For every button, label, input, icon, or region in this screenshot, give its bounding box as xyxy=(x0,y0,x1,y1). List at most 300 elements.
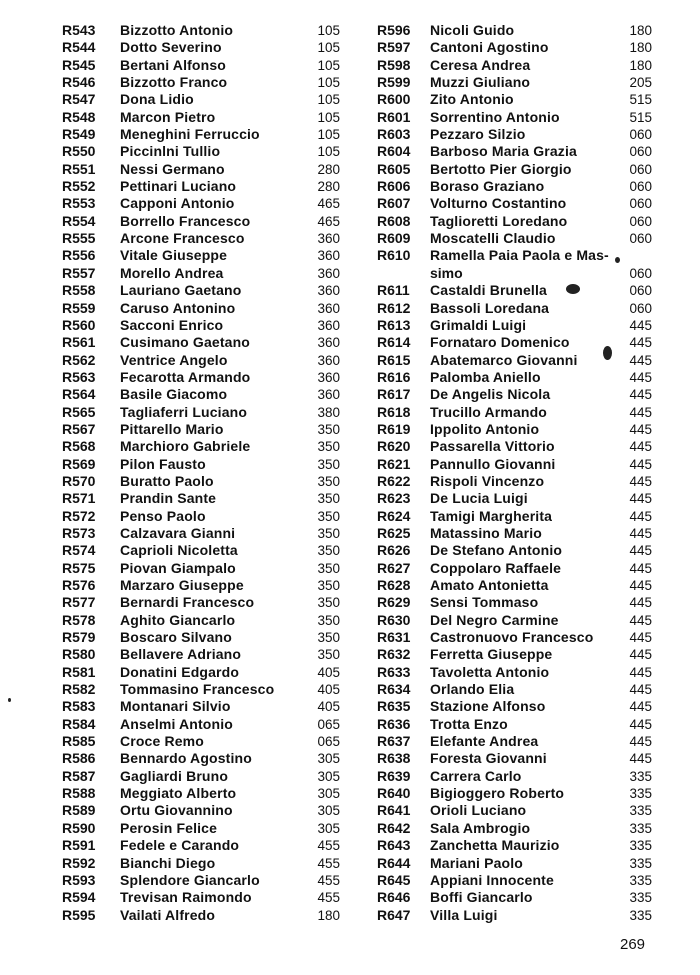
entry-code: R562 xyxy=(62,351,96,368)
entry-name: Bellavere Adriano xyxy=(120,646,242,663)
entry-value: 405 xyxy=(317,699,340,715)
entry-name: Croce Remo xyxy=(120,733,204,750)
entry-code: R582 xyxy=(62,681,96,698)
entry-code: R563 xyxy=(62,368,96,385)
entry-code: R549 xyxy=(62,126,96,143)
list-item xyxy=(62,802,344,819)
list-item xyxy=(62,508,344,525)
entry-name: Carrera Carlo xyxy=(430,767,522,784)
list-item xyxy=(377,750,652,767)
entry-code: R546 xyxy=(62,74,96,91)
entry-name: Bennardo Agostino xyxy=(120,750,252,767)
entry-value: 105 xyxy=(317,144,340,160)
entry-value: 350 xyxy=(317,647,340,663)
entry-code: R598 xyxy=(377,56,411,73)
entry-value: 350 xyxy=(317,456,340,472)
entry-value: 350 xyxy=(317,595,340,611)
entry-code: R548 xyxy=(62,108,96,125)
list-item xyxy=(62,733,344,750)
entry-name: Tommasino Francesco xyxy=(120,681,275,698)
list-item xyxy=(377,802,652,819)
entry-code: R636 xyxy=(377,715,411,732)
list-item xyxy=(377,213,652,230)
entry-code: R643 xyxy=(377,837,411,854)
list-item xyxy=(62,109,344,126)
entry-code: R588 xyxy=(62,785,96,802)
entry-value: 350 xyxy=(317,630,340,646)
entry-name: Meggiato Alberto xyxy=(120,785,237,802)
entry-code: R645 xyxy=(377,871,411,888)
entry-value: 350 xyxy=(317,473,340,489)
entry-name: Tamigi Margherita xyxy=(430,507,553,524)
list-item xyxy=(62,664,344,681)
list-item xyxy=(377,855,652,872)
entry-name: Ventrice Angelo xyxy=(120,351,228,368)
entry-value: 065 xyxy=(317,716,340,732)
list-item xyxy=(377,74,652,91)
entry-name: Muzzi Giuliano xyxy=(430,74,531,91)
entry-value: 350 xyxy=(317,439,340,455)
entry-name: Pezzaro Silzio xyxy=(430,126,526,143)
list-item xyxy=(377,525,652,542)
entry-name: Bertotto Pier Giorgio xyxy=(430,160,572,177)
entry-value: 515 xyxy=(629,92,652,108)
entry-value: 455 xyxy=(317,872,340,888)
entry-code: R639 xyxy=(377,767,411,784)
entry-value: 335 xyxy=(629,786,652,802)
entry-name: Gagliardi Bruno xyxy=(120,767,229,784)
entry-value: 105 xyxy=(317,23,340,38)
entry-value: 180 xyxy=(317,907,340,923)
entry-code: R630 xyxy=(377,611,411,628)
entry-code: R593 xyxy=(62,871,96,888)
list-item xyxy=(62,91,344,108)
entry-name: Piovan Giampalo xyxy=(120,559,236,576)
entry-name: Ippolito Antonio xyxy=(430,420,540,437)
list-item xyxy=(62,907,344,924)
list-item xyxy=(377,91,652,108)
entry-value: 360 xyxy=(317,317,340,333)
entry-name: Tagliaferri Luciano xyxy=(120,403,248,420)
entry-name: Bassoli Loredana xyxy=(430,299,550,316)
list-item xyxy=(377,490,652,507)
entry-code: R586 xyxy=(62,750,96,767)
entry-value: 335 xyxy=(629,768,652,784)
entry-code: R557 xyxy=(62,264,96,281)
entry-name: Bianchi Diego xyxy=(120,854,216,871)
entry-code: R611 xyxy=(377,282,410,299)
entry-value: 445 xyxy=(629,404,652,420)
entry-value: 180 xyxy=(629,57,652,73)
entry-name: Calzavara Gianni xyxy=(120,524,236,541)
entry-value: 335 xyxy=(629,872,652,888)
entry-code: R614 xyxy=(377,334,411,351)
entry-value: 335 xyxy=(629,820,652,836)
entry-name: Trevisan Raimondo xyxy=(120,889,252,906)
list-item xyxy=(377,195,652,212)
entry-code: R620 xyxy=(377,438,411,455)
entry-code: R613 xyxy=(377,316,411,333)
entry-value: 445 xyxy=(629,387,652,403)
entry-code: R547 xyxy=(62,91,96,108)
entry-code: R597 xyxy=(377,39,411,56)
entry-name: Ceresa Andrea xyxy=(430,56,531,73)
list-item xyxy=(377,733,652,750)
list-item xyxy=(62,855,344,872)
list-item xyxy=(62,230,344,247)
entry-code: R634 xyxy=(377,681,411,698)
scan-speck xyxy=(603,346,612,360)
list-item xyxy=(62,74,344,91)
entry-value: 445 xyxy=(629,716,652,732)
entry-name: Dona Lidio xyxy=(120,91,194,108)
entry-value: 335 xyxy=(629,890,652,906)
entry-code: R543 xyxy=(62,22,96,38)
list-item xyxy=(62,143,344,160)
list-item xyxy=(377,907,652,924)
entry-name: Boscaro Silvano xyxy=(120,629,232,646)
list-item xyxy=(377,542,652,559)
entry-name: Cantoni Agostino xyxy=(430,39,549,56)
entry-value: 445 xyxy=(629,560,652,576)
entry-code: R628 xyxy=(377,577,411,593)
entry-name: Buratto Paolo xyxy=(120,472,214,489)
entry-code: R587 xyxy=(62,767,96,784)
entry-name: Pannullo Giovanni xyxy=(430,455,556,472)
list-item xyxy=(377,716,652,733)
entry-code: R572 xyxy=(62,507,96,524)
entry-value: 305 xyxy=(317,786,340,802)
entry-code: R575 xyxy=(62,559,96,576)
entry-code: R581 xyxy=(62,663,96,680)
entry-name: Piccinlni Tullio xyxy=(120,143,221,160)
entry-value: 350 xyxy=(317,508,340,524)
entry-code: R599 xyxy=(377,74,411,91)
entry-code: R603 xyxy=(377,126,411,143)
entry-code: R560 xyxy=(62,316,96,333)
entry-code: R600 xyxy=(377,91,411,108)
entry-value: 335 xyxy=(629,803,652,819)
entry-value: 350 xyxy=(317,560,340,576)
entry-code: R561 xyxy=(62,334,96,351)
list-item xyxy=(377,560,652,577)
entry-value: 105 xyxy=(317,92,340,108)
entry-value: 445 xyxy=(629,682,652,698)
entry-name: De Lucia Luigi xyxy=(430,490,528,507)
list-item xyxy=(377,22,652,39)
entry-code: R629 xyxy=(377,594,411,611)
list-item xyxy=(62,334,344,351)
entry-name: Dotto Severino xyxy=(120,39,222,56)
entry-code: R564 xyxy=(62,386,96,403)
entry-value: 445 xyxy=(629,335,652,351)
list-item xyxy=(377,508,652,525)
list-item xyxy=(62,369,344,386)
entry-value: 445 xyxy=(629,612,652,628)
entry-code: R615 xyxy=(377,351,411,368)
entry-name: Marcon Pietro xyxy=(120,108,216,125)
entry-name: Villa Luigi xyxy=(430,906,498,923)
entry-value: 280 xyxy=(317,179,340,195)
entry-name: Morello Andrea xyxy=(120,264,224,281)
entry-name: Trotta Enzo xyxy=(430,715,508,732)
list-item xyxy=(62,178,344,195)
list-item xyxy=(377,698,652,715)
list-item xyxy=(62,594,344,611)
entry-code: R579 xyxy=(62,629,96,646)
entry-code: R633 xyxy=(377,663,411,680)
entry-value: 060 xyxy=(629,179,652,195)
list-item xyxy=(62,195,344,212)
list-item xyxy=(62,282,344,299)
list-item xyxy=(62,872,344,889)
entry-value: 445 xyxy=(629,491,652,507)
scan-speck xyxy=(615,257,620,263)
entry-value: 180 xyxy=(629,40,652,56)
entry-name: Passarella Vittorio xyxy=(430,438,555,455)
list-item xyxy=(377,300,652,317)
entry-value: 060 xyxy=(629,300,652,316)
entry-code: R604 xyxy=(377,143,411,160)
list-item xyxy=(377,57,652,74)
entry-value: 060 xyxy=(629,196,652,212)
entry-name: Abatemarco Giovanni xyxy=(430,351,578,368)
entry-name: Fornataro Domenico xyxy=(430,334,570,351)
entry-name: Cusimano Gaetano xyxy=(120,334,250,351)
entry-name: Bertani Alfonso xyxy=(120,56,226,73)
entry-name: Pilon Fausto xyxy=(120,455,206,472)
entry-code: R573 xyxy=(62,524,96,541)
list-item xyxy=(377,889,652,906)
entry-value: 105 xyxy=(317,57,340,73)
entry-code: R553 xyxy=(62,195,96,212)
list-item xyxy=(377,230,652,247)
entry-value: 445 xyxy=(629,595,652,611)
list-item xyxy=(377,594,652,611)
entry-code: R601 xyxy=(377,108,411,125)
entry-value: 445 xyxy=(629,317,652,333)
list-item xyxy=(377,473,652,490)
list-item xyxy=(62,317,344,334)
entry-value: 305 xyxy=(317,768,340,784)
entry-name: Fecarotta Armando xyxy=(120,368,251,385)
entry-value: 360 xyxy=(317,283,340,299)
entry-name: Sorrentino Antonio xyxy=(430,108,560,125)
entry-name: Bernardi Francesco xyxy=(120,594,255,611)
list-item xyxy=(62,612,344,629)
entry-code: R596 xyxy=(377,22,411,38)
list-item xyxy=(377,785,652,802)
list-item xyxy=(377,369,652,386)
entry-code: R608 xyxy=(377,212,411,229)
list-item xyxy=(62,126,344,143)
entry-name: De Stefano Antonio xyxy=(430,542,563,559)
entry-code: R583 xyxy=(62,698,96,715)
entry-value: 445 xyxy=(629,352,652,368)
entry-code: R552 xyxy=(62,178,96,195)
entry-value: 350 xyxy=(317,543,340,559)
entry-name: Montanari Silvio xyxy=(120,698,231,715)
entry-name: Moscatelli Claudio xyxy=(430,230,556,247)
entry-code: R544 xyxy=(62,39,96,56)
entry-value: 380 xyxy=(317,404,340,420)
entry-name: Ortu Giovannino xyxy=(120,802,233,819)
list-item xyxy=(377,629,652,646)
entry-value: 445 xyxy=(629,751,652,767)
list-item xyxy=(62,213,344,230)
list-item xyxy=(62,438,344,455)
entry-name: Coppolaro Raffaele xyxy=(430,559,562,576)
list-item xyxy=(62,889,344,906)
entry-name: Vailati Alfredo xyxy=(120,906,216,923)
entry-name: Mariani Paolo xyxy=(430,854,523,871)
entry-name: Sala Ambrogio xyxy=(430,819,531,836)
entry-code: R570 xyxy=(62,472,96,489)
entry-code: R577 xyxy=(62,594,96,611)
entry-name: Pettinari Luciano xyxy=(120,178,237,195)
list-item xyxy=(62,542,344,559)
entry-value: 405 xyxy=(317,682,340,698)
entry-value: 445 xyxy=(629,664,652,680)
list-item xyxy=(377,768,652,785)
list-item xyxy=(62,560,344,577)
list-item xyxy=(62,473,344,490)
entry-name: Prandin Sante xyxy=(120,490,217,507)
entry-name: Pittarello Mario xyxy=(120,420,224,437)
entry-name: Tavoletta Antonio xyxy=(430,663,550,680)
entry-value: 350 xyxy=(317,491,340,507)
list-item xyxy=(377,247,652,282)
entry-code: R558 xyxy=(62,282,96,299)
list-item xyxy=(62,820,344,837)
entry-value: 060 xyxy=(629,283,652,299)
entry-value: 455 xyxy=(317,890,340,906)
entry-name: Boffi Giancarlo xyxy=(430,889,533,906)
entry-name: Lauriano Gaetano xyxy=(120,282,242,299)
right-column xyxy=(377,22,652,924)
entry-value: 515 xyxy=(629,109,652,125)
entry-name: Borrello Francesco xyxy=(120,212,251,229)
entry-code: R568 xyxy=(62,438,96,455)
list-item xyxy=(62,57,344,74)
list-item xyxy=(377,612,652,629)
entry-name: Volturno Costantino xyxy=(430,195,567,212)
entry-code: R592 xyxy=(62,854,96,871)
entry-code: R595 xyxy=(62,906,96,923)
list-item xyxy=(62,646,344,663)
entry-code: R556 xyxy=(62,247,96,264)
entry-value: 105 xyxy=(317,40,340,56)
entry-value: 405 xyxy=(317,664,340,680)
entry-value: 445 xyxy=(629,543,652,559)
entry-name: Taglioretti Loredano xyxy=(430,212,568,229)
entry-code: R555 xyxy=(62,230,96,247)
list-item xyxy=(377,109,652,126)
list-item xyxy=(377,872,652,889)
entry-code: R554 xyxy=(62,212,96,229)
entry-code: R545 xyxy=(62,56,96,73)
entry-name: Stazione Alfonso xyxy=(430,698,546,715)
list-item xyxy=(377,646,652,663)
entry-name: Zanchetta Maurizio xyxy=(430,837,560,854)
list-item xyxy=(377,282,652,299)
entry-value: 360 xyxy=(317,231,340,247)
list-item xyxy=(377,39,652,56)
entry-code: R616 xyxy=(377,368,411,385)
entry-value: 060 xyxy=(629,161,652,177)
entry-value: 360 xyxy=(317,300,340,316)
entry-code: R580 xyxy=(62,646,96,663)
entry-name: Sacconi Enrico xyxy=(120,316,224,333)
entry-value: 335 xyxy=(629,855,652,871)
entry-value: 445 xyxy=(629,699,652,715)
list-item xyxy=(62,456,344,473)
list-item xyxy=(62,577,344,594)
entry-name: Orioli Luciano xyxy=(430,802,527,819)
entry-code: R619 xyxy=(377,420,411,437)
entry-value: 445 xyxy=(629,734,652,750)
entry-value: 305 xyxy=(317,751,340,767)
page-number: 269 xyxy=(620,936,646,953)
entry-value: 350 xyxy=(317,578,340,593)
entry-code: R626 xyxy=(377,542,411,559)
entry-name: Zito Antonio xyxy=(430,91,514,108)
list-item xyxy=(62,785,344,802)
entry-code: R578 xyxy=(62,611,96,628)
entry-value: 060 xyxy=(629,144,652,160)
entry-value: 350 xyxy=(317,525,340,541)
entry-value: 445 xyxy=(629,647,652,663)
entry-name: Nicoli Guido xyxy=(430,22,515,38)
entry-code: R647 xyxy=(377,906,411,923)
left-column xyxy=(62,22,344,924)
entry-name: Grimaldi Luigi xyxy=(430,316,527,333)
entry-code: R638 xyxy=(377,750,411,767)
list-item xyxy=(62,352,344,369)
list-item xyxy=(62,161,344,178)
entry-code: R625 xyxy=(377,524,411,541)
list-item xyxy=(377,386,652,403)
entry-value: 445 xyxy=(629,473,652,489)
entry-name: Palomba Aniello xyxy=(430,368,541,385)
list-item xyxy=(377,456,652,473)
list-item xyxy=(62,404,344,421)
entry-name: Barboso Maria Grazia xyxy=(430,143,577,160)
list-item xyxy=(377,404,652,421)
entry-code: R631 xyxy=(377,629,411,646)
entry-name: Bizzotto Franco xyxy=(120,74,228,91)
entry-value: 060 xyxy=(629,213,652,229)
list-item xyxy=(62,716,344,733)
entry-name: Nessi Germano xyxy=(120,160,225,177)
list-item xyxy=(377,837,652,854)
entry-value: 465 xyxy=(317,196,340,212)
entry-value: 305 xyxy=(317,803,340,819)
entry-value: 350 xyxy=(317,612,340,628)
entry-name: Penso Paolo xyxy=(120,507,206,524)
entry-value: 060 xyxy=(629,265,652,281)
entry-value: 445 xyxy=(629,508,652,524)
entry-name: Meneghini Ferruccio xyxy=(120,126,260,143)
entry-name: Basile Giacomo xyxy=(120,386,228,403)
entry-value: 360 xyxy=(317,335,340,351)
entry-code: R644 xyxy=(377,854,411,871)
list-item xyxy=(377,143,652,160)
entry-value: 360 xyxy=(317,369,340,385)
entry-value: 445 xyxy=(629,578,652,593)
entry-value: 065 xyxy=(317,734,340,750)
entry-name: Foresta Giovanni xyxy=(430,750,547,767)
